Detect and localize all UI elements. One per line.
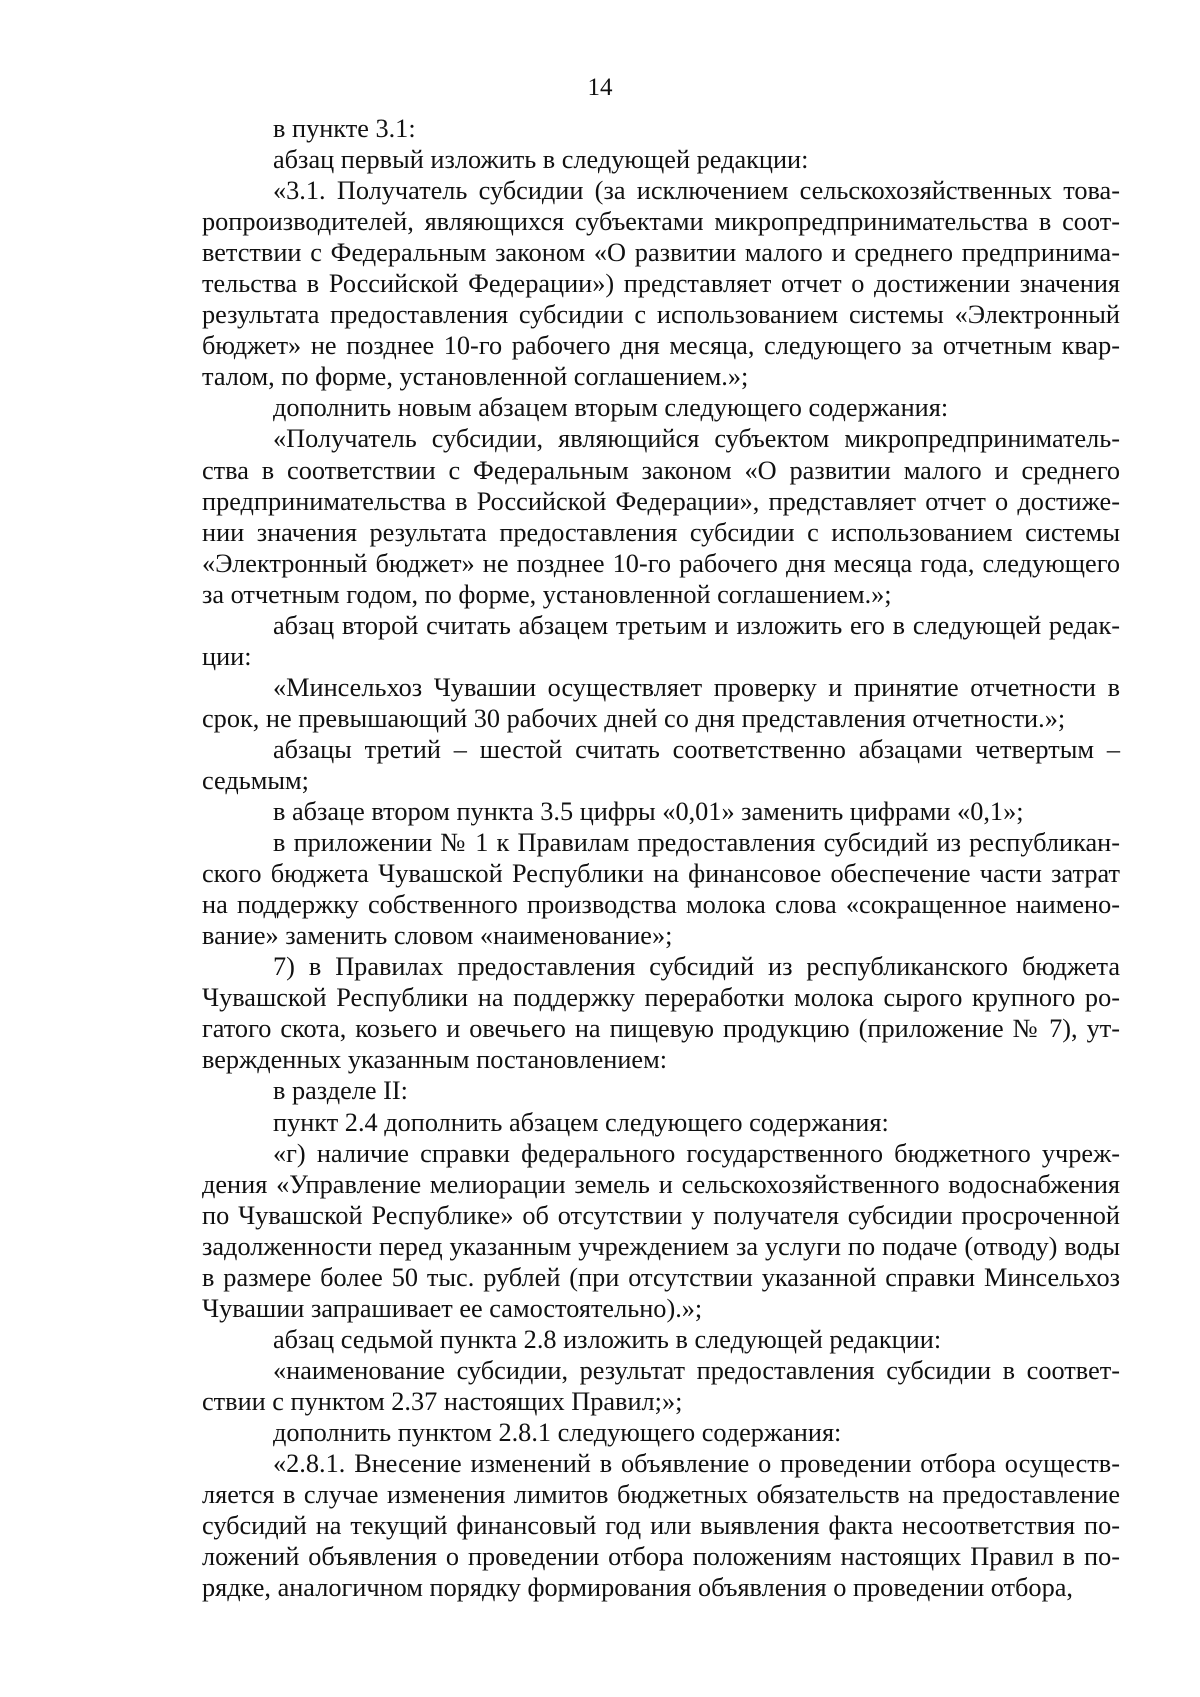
paragraph: «наименование субсидии, результат предоставления субсидии в соответствии с пунктом 2.37 настоящих Правил;»;: [202, 1355, 1120, 1416]
paragraph: в абзаце втором пункта 3.5 цифры «0,01» заменить цифрами «0,1»;: [273, 797, 1024, 827]
paragraph: «2.8.1. Внесение изменений в объявление о проведении отбора осуществляется в случае изменения лимитов бюджетных обязательств на предоставление субсидий на текущий финансовый год или выявления факта несоответствия положений объявления о проведении отбора положениям настоящих Правил в порядке, аналогичном порядку формирования объявления о проведении отбора,: [202, 1449, 1120, 1603]
paragraph: в приложении № 1 к Правилам предоставления субсидий из республиканского бюджета Чувашской Республики на финансовое обеспечение части затрат на поддержку собственного производства молока слова «сокращенное наименование» заменить словом «наименование»;: [202, 828, 1120, 951]
paragraph: 7) в Правилах предоставления субсидий из республиканского бюджета Чувашской Республики на поддержку переработки молока сырого крупного рогатого скота, козьего и овечьего на пищевую продукцию (приложение № 7), утвержденных указанным постановлением:: [202, 952, 1120, 1075]
document-body: [202, 113, 1120, 1603]
paragraph: дополнить новым абзацем вторым следующего содержания:: [273, 393, 949, 423]
page-number: 14: [587, 74, 613, 101]
paragraph: в пункте 3.1:: [273, 114, 416, 143]
paragraph: «Получатель субсидии, являющийся субъектом микропредпринимательства в соответствии с Федеральным законом «О развитии малого и среднего предпринимательства в Российской Федерации», представляет отчет о достижении значения результата предоставления субсидии с использованием системы «Электронный бюджет» не позднее 10-го рабочего дня месяца года, следующего за отчетным годом, по форме, установленной соглашением.»;: [202, 424, 1120, 609]
paragraph: абзац первый изложить в следующей редакции:: [273, 145, 809, 175]
paragraph: «Минсельхоз Чувашии осуществляет проверку и принятие отчетности в срок, не превышающий 30 рабочих дней со дня представления отчетности.»;: [202, 672, 1120, 733]
paragraph: абзацы третий – шестой считать соответственно абзацами четвертым – седьмым;: [202, 734, 1120, 795]
paragraph: «г) наличие справки федерального государственного бюджетного учреждения «Управление мелиорации земель и сельскохозяйственного водоснабжения по Чувашской Республике» об отсутствии у получателя субсидии просроченной задолженности перед указанным учреждением за услуги по подаче (отводу) воды в размере более 50 тыс. рублей (при отсутствии указанной справки Минсельхоз Чувашии запрашивает ее самостоятельно).»;: [202, 1138, 1120, 1323]
paragraph: в разделе II:: [273, 1076, 408, 1106]
paragraph: абзац седьмой пункта 2.8 изложить в следующей редакции:: [273, 1324, 942, 1354]
paragraph: пункт 2.4 дополнить абзацем следующего содержания:: [273, 1107, 889, 1137]
paragraph: абзац второй считать абзацем третьим и изложить его в следующей редакции:: [202, 610, 1120, 671]
paragraph: «3.1. Получатель субсидии (за исключением сельскохозяйственных товаропроизводителей, являющихся субъектами микропредпринимательства в соответствии с Федеральным законом «О развитии малого и среднего предпринимательства в Российской Федерации») представляет отчет о достижении значения результата предоставления субсидии с использованием системы «Электронный бюджет» не позднее 10-го рабочего дня месяца, следующего за отчетным кварталом, по форме, установленной соглашением.»;: [202, 176, 1120, 392]
paragraph: дополнить пунктом 2.8.1 следующего содержания:: [273, 1417, 842, 1447]
